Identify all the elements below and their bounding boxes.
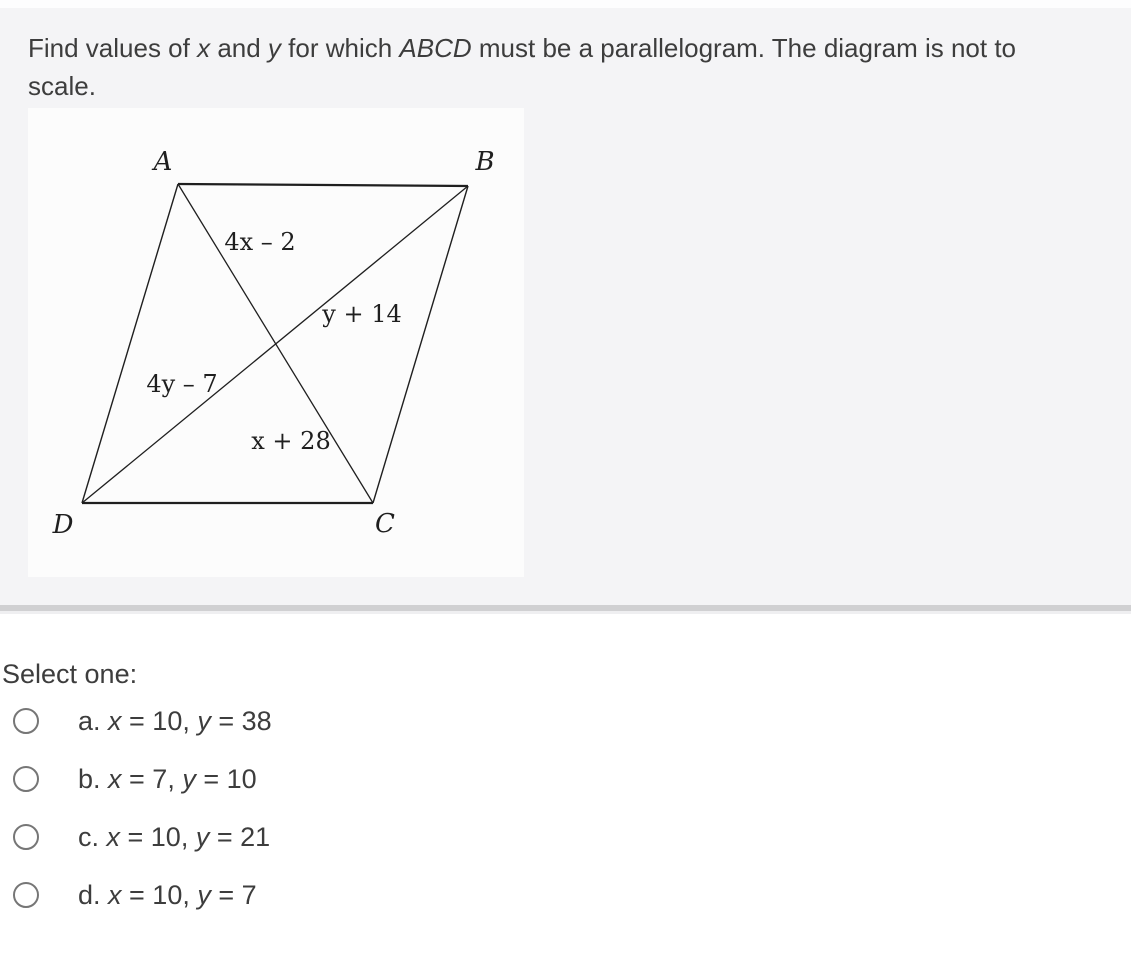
option-row-a[interactable] (2, 692, 1131, 750)
radio-option-b[interactable] (13, 766, 39, 792)
question-line-2: scale. (28, 71, 96, 101)
page-top-strip (0, 0, 1131, 8)
question-text (28, 29, 1131, 105)
segment-label-ac-lower: x + 28 (251, 427, 331, 455)
segment-label-db-upper: y + 14 (322, 300, 402, 328)
option-row-c[interactable] (2, 808, 1131, 866)
radio-option-d[interactable] (13, 882, 39, 908)
option-a-label[interactable]: a. x = 10, y = 38 (78, 705, 272, 736)
option-row-b[interactable] (2, 750, 1131, 808)
radio-option-c[interactable] (13, 824, 39, 850)
option-c-label[interactable]: c. x = 10, y = 21 (78, 821, 271, 852)
option-b-label[interactable]: b. x = 7, y = 10 (78, 763, 257, 794)
answer-section (0, 614, 1131, 924)
segment-label-db-lower: 4y – 7 (146, 370, 218, 398)
select-one-prompt: Select one: (2, 659, 138, 689)
vertex-label-a: A (153, 147, 173, 177)
vertex-label-d: D (52, 510, 74, 540)
parallelogram-diagram (28, 108, 524, 577)
option-row-d[interactable] (2, 866, 1131, 924)
vertex-label-b: B (475, 147, 495, 177)
radio-option-a[interactable] (13, 708, 39, 734)
segment-label-ac-upper: 4x – 2 (224, 228, 296, 256)
option-d-label[interactable]: d. x = 10, y = 7 (78, 879, 257, 910)
vertex-label-c: C (375, 509, 395, 539)
options-list (2, 692, 1131, 924)
question-line-1: Find values of x and y for which ABCD must be a parallelogram. The diagram is not to (28, 33, 1017, 63)
geometry-diagram-svg (28, 108, 524, 577)
diagram-background (28, 108, 524, 577)
question-section (0, 8, 1131, 605)
